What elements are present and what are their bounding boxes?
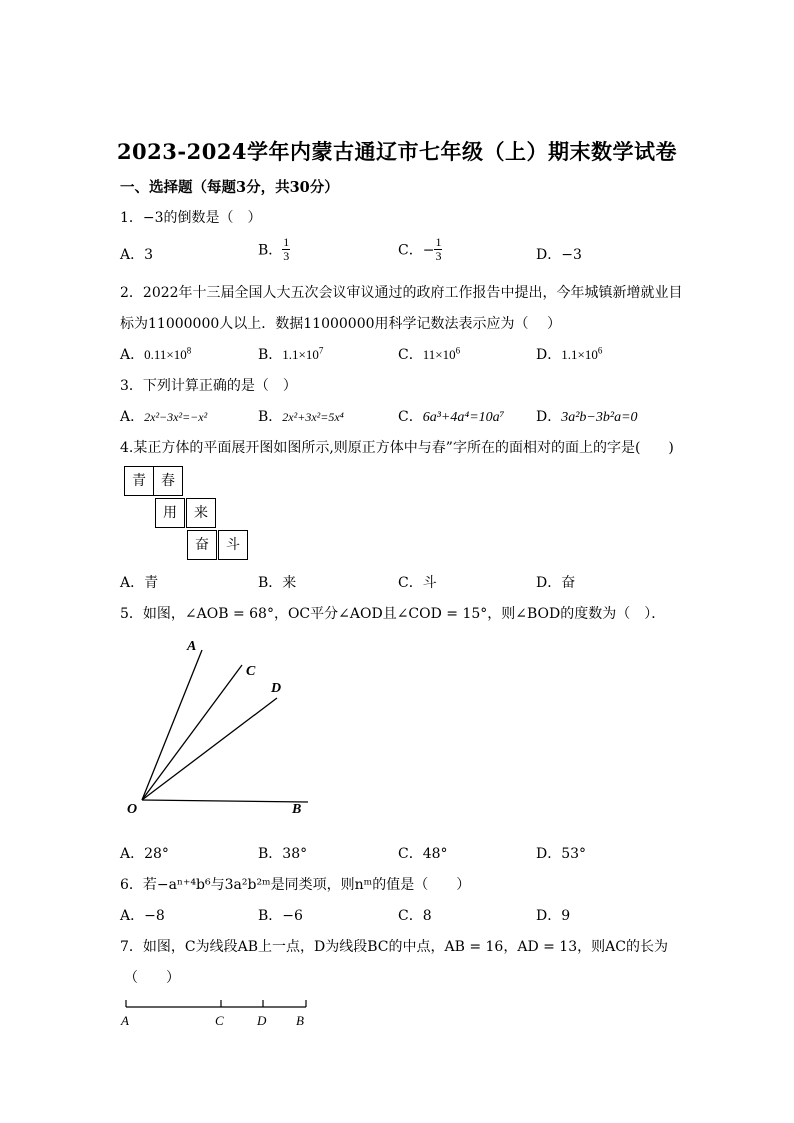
q6-option-c: C．8	[398, 908, 432, 924]
label-a: A	[187, 639, 197, 654]
segment-label-c: C	[215, 1013, 224, 1028]
label-o: O	[127, 802, 138, 817]
net-cell-qing: 青	[124, 466, 154, 496]
question-1-text: 1．−3的倒数是（ ）	[120, 210, 262, 226]
question-6-text: 6．若−aⁿ⁺⁴b⁶与3a²b²ᵐ是同类项，则nᵐ的值是（ ）	[120, 877, 471, 893]
q4-option-c: C．斗	[398, 575, 437, 591]
q6-option-b: B．−6	[258, 908, 303, 924]
q1-option-a: A．3	[120, 247, 154, 263]
q2-option-d: D．$1.1\times 10^6$	[536, 345, 603, 363]
segment-figure	[120, 994, 320, 1014]
q4-option-b: B．来	[258, 575, 297, 591]
q2-option-a: A．$0.11\times 10^8$	[120, 345, 192, 363]
q6-option-a: A．−8	[120, 908, 165, 924]
q5-option-d: D．53°	[536, 846, 587, 862]
q1-option-b: B． $\frac{1}{3}$	[258, 235, 290, 263]
q2-option-c: C．$11\times 10^6$	[398, 345, 461, 363]
question-5-text: 5．如图，∠AOB = 68°，OC平分∠AOD且∠COD = 15°，则∠BOD的度数为（ ）．	[120, 606, 666, 622]
exam-title: 2023-2024学年内蒙古通辽市七年级（上）期末数学试卷	[116, 139, 678, 164]
net-cell-chun: 春	[153, 466, 183, 496]
angle-figure	[120, 630, 330, 825]
q3-option-c: C．6a³+4a⁴=10a⁷	[398, 409, 505, 425]
question-2-line-2: 标为11000000人以上．数据11000000用科学记数法表示应为（ ）	[120, 316, 561, 332]
question-3-text: 3．下列计算正确的是（ ）	[120, 378, 297, 394]
segment-label-d: D	[257, 1013, 267, 1028]
ray-oc	[142, 665, 242, 800]
question-7-line-2: （ ）	[124, 970, 180, 986]
q6-option-d: D．9	[536, 908, 571, 924]
q5-option-b: B．38°	[258, 846, 308, 862]
net-cell-yong: 用	[155, 498, 185, 528]
question-2-line-1: 2．2022年十三届全国人大五次会议审议通过的政府工作报告中提出，今年城镇新增就业目	[120, 285, 683, 301]
net-cell-dou: 斗	[218, 530, 248, 560]
question-7-line-1: 7．如图，C为线段AB上一点，D为线段BC的中点，AB = 16，AD = 13，则AC的长为	[120, 939, 668, 955]
q5-option-a: A．28°	[120, 846, 169, 862]
q3-option-d: D．3a²b−3b²a=0	[536, 409, 638, 425]
q3-option-b: B．2x²+3x²=5x⁴	[258, 409, 344, 425]
question-4-text: 4.某正方体的平面展开图如图所示,则原正方体中与春”字所在的面相对的面上的字是( )	[120, 440, 674, 456]
label-b: B	[292, 802, 302, 817]
q1-option-d: D．−3	[536, 247, 582, 263]
net-cell-lai: 来	[186, 498, 216, 528]
net-cell-fen: 奋	[187, 530, 217, 560]
q1-option-c: C．− $\frac{1}{3}$	[398, 235, 442, 263]
q2-option-b: B．$1.1\times 10^7$	[258, 345, 324, 363]
label-d: D	[271, 681, 282, 696]
segment-label-a: A	[121, 1013, 129, 1028]
ray-ob	[142, 800, 308, 802]
segment-label-b: B	[296, 1013, 304, 1028]
q4-option-d: D．奋	[536, 575, 576, 591]
label-c: C	[246, 664, 256, 679]
section-heading: 一、选择题（每题3分，共30分）	[120, 179, 339, 196]
q3-option-a: A．2x²−3x²=−x²	[120, 409, 208, 425]
q5-option-c: C．48°	[398, 846, 448, 862]
q4-option-a: A．青	[120, 575, 159, 591]
